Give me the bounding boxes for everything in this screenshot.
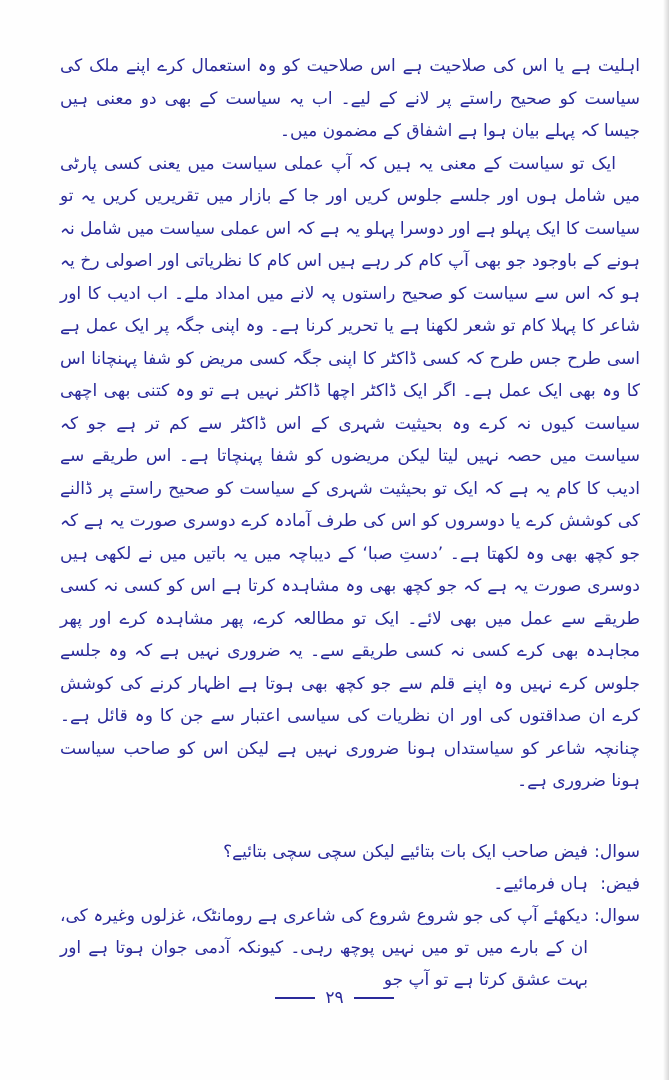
page-edge-shadow [663, 0, 669, 1080]
page-number-rule-left [275, 997, 315, 999]
speaker-label: فیض: [600, 874, 640, 894]
speaker-label: سوال: [594, 842, 640, 862]
page-number-rule-right [354, 997, 394, 999]
paragraph-politics-meaning: ایک تو سیاست کے معنی یہ ہیں کہ آپ عملی سیاست میں یعنی کسی پارٹی میں شامل ہوں اور جلسے جلوس کریں اور جا کے بازار میں تقریریں کریں یہ تو سیاست کا ایک پہلو ہے اور دوسرا پہلو یہ ہے کہ اس عملی سیاست میں شامل نہ ہونے کے باوجود جو بھی آپ کام کر رہے ہیں اس کام کا نظریاتی اور اصولی رخ یہ ہو کہ اس سے سیاست کو صحیح راستوں پہ لانے میں امداد ملے۔ اب ادیب کا اور شاعر کا پہلا کام تو شعر لکھنا ہے یا تحریر کرنا ہے۔ وہ اپنی جگہ پر ایک عمل ہے اسی طرح جس طرح کہ کسی ڈاکٹر کا اپنی جگہ کسی مریض کو شفا پہنچانا اس کا وہ بھی ایک عمل ہے۔ اگر ایک ڈاکٹر اچھا ڈاکٹر نہیں ہے تو وہ کتنی بھی اچھی سیاست کیوں نہ کرے وہ بحیثیت شہری کے اس ڈاکٹر سے کم تر ہے جو کہ سیاست میں حصہ نہیں لیتا لیکن مریضوں کو شفا پہنچاتا ہے۔ اس طریقے سے ادیب کا کام یہ ہے کہ ایک تو بحیثیت شہری کے سیاست کو صحیح راستے پر ڈالنے کی کوشش کرے یا دوسروں کو اس کی طرف آمادہ کرے دوسری صورت یہ ہے کہ جو کچھ بھی وہ لکھتا ہے۔ ’دستِ صبا‘ کے دیباچہ میں یہ باتیں میں نے لکھی ہیں دوسری صورت یہ ہے کہ جو کچھ بھی وہ مشاہدہ کرتا ہے اس کو کسی نہ کسی طریقے سے عمل میں بھی لائے۔ ایک تو مطالعہ کرے، پھر مشاہدہ کرے اور پھر مجاہدہ بھی کرے کسی نہ کسی طریقے سے۔ یہ ضروری نہیں ہے کہ وہ جلسے جلوس کرے نہیں وہ اپنے قلم سے جو کچھ بھی ہوتا ہے اظہار کرنے کی کوشش کرے ان صداقتوں کی اور ان نظریات کی سیاسی اعتبار سے جن کا وہ قائل ہے۔ چنانچہ شاعر کو سیاستداں ہونا ضروری نہیں ہے لیکن اس کو صاحب سیاست ہونا ضروری ہے۔ [60, 153, 640, 791]
paragraph-continuation: اہلیت ہے یا اس کی صلاحیت ہے اس صلاحیت کو وہ استعمال کرے اپنے ملک کی سیاست کو صحیح راستے پر لانے کے لیے۔ اب یہ سیاست کے بھی دو معنی ہیں جیسا کہ پہلے بیان ہوا ہے اشفاق کے مضمون میں۔ [60, 56, 640, 141]
interview-row [60, 868, 640, 900]
body-text [60, 50, 640, 798]
interview-row [60, 900, 640, 996]
page-number: ۲۹ [325, 988, 344, 1008]
interview-row [60, 836, 640, 868]
speaker-text: فیض صاحب ایک بات بتائیے لیکن سچی سچی بتائیے؟ [223, 842, 588, 862]
speaker-text: دیکھئے آپ کی جو شروع شروع کی شاعری ہے رومانٹک، غزلوں وغیرہ کی، ان کے بارے میں تو میں نہیں پوچھ رہی۔ کیونکہ آدمی جوان ہوتا ہے اور بہت عشق کرتا ہے تو آپ جو [60, 906, 588, 990]
interview-section [60, 836, 640, 996]
speaker-text: ہاں فرمائیے۔ [493, 874, 588, 894]
page-footer [0, 988, 669, 1008]
speaker-label: سوال: [594, 906, 640, 926]
